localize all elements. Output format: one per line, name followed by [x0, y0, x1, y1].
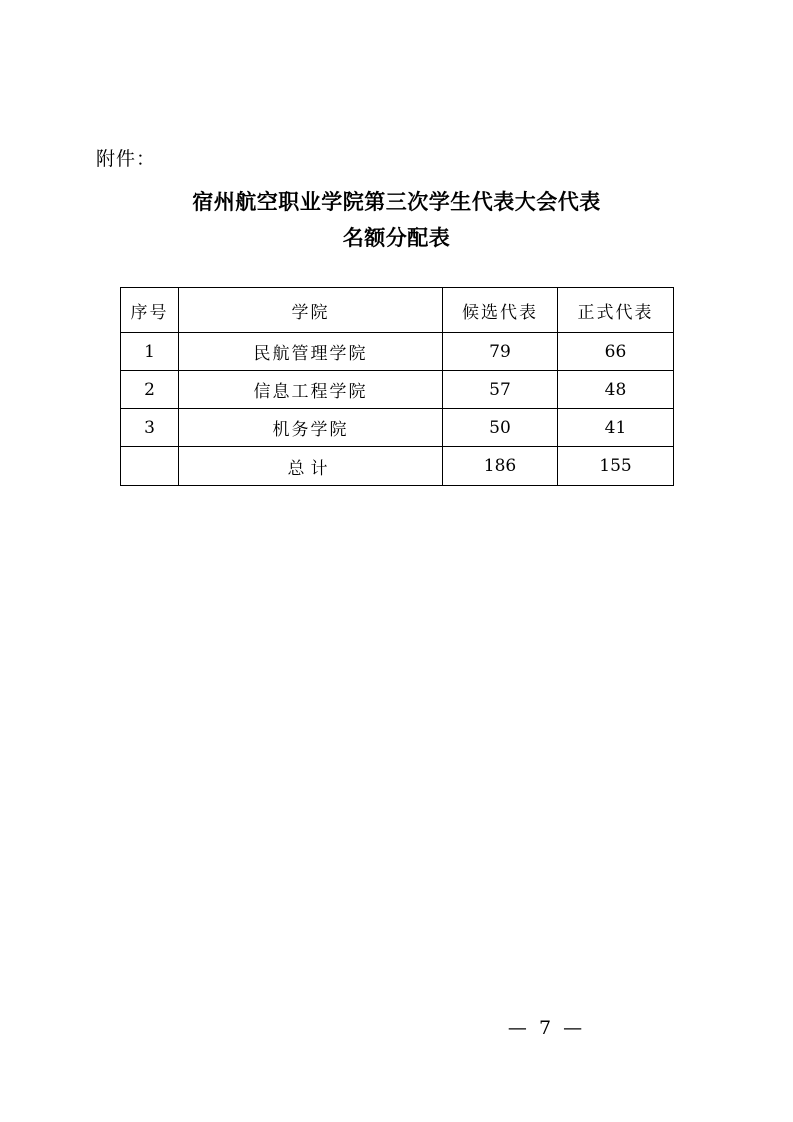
quota-table	[120, 287, 674, 486]
table-header-row	[121, 288, 674, 333]
cell-college: 信息工程学院	[179, 371, 443, 409]
column-header-formal: 正式代表	[558, 288, 674, 333]
cell-index: 2	[121, 371, 179, 409]
cell-formal: 66	[558, 333, 674, 371]
column-header-college: 学院	[179, 288, 443, 333]
cell-candidate: 50	[443, 409, 558, 447]
cell-candidate: 79	[443, 333, 558, 371]
cell-total-candidate: 186	[443, 447, 558, 486]
cell-index: 1	[121, 333, 179, 371]
column-header-index: 序号	[121, 288, 179, 333]
attachment-label: 附件：	[96, 148, 157, 170]
cell-formal: 48	[558, 371, 674, 409]
cell-total-formal: 155	[558, 447, 674, 486]
column-header-candidate: 候选代表	[443, 288, 558, 333]
table-row	[121, 409, 674, 447]
table-row	[121, 333, 674, 371]
cell-total-label: 总计	[179, 447, 443, 486]
page-title-line-1: 宿州航空职业学院第三次学生代表大会代表	[192, 190, 601, 214]
cell-college: 民航管理学院	[179, 333, 443, 371]
page-title	[0, 184, 793, 256]
cell-total-index	[121, 447, 179, 486]
cell-candidate: 57	[443, 371, 558, 409]
table-row	[121, 371, 674, 409]
cell-college: 机务学院	[179, 409, 443, 447]
table-total-row	[121, 447, 674, 486]
cell-index: 3	[121, 409, 179, 447]
cell-formal: 41	[558, 409, 674, 447]
page-title-line-2: 名额分配表	[342, 226, 451, 250]
page-number: — 7 —	[507, 1017, 586, 1039]
